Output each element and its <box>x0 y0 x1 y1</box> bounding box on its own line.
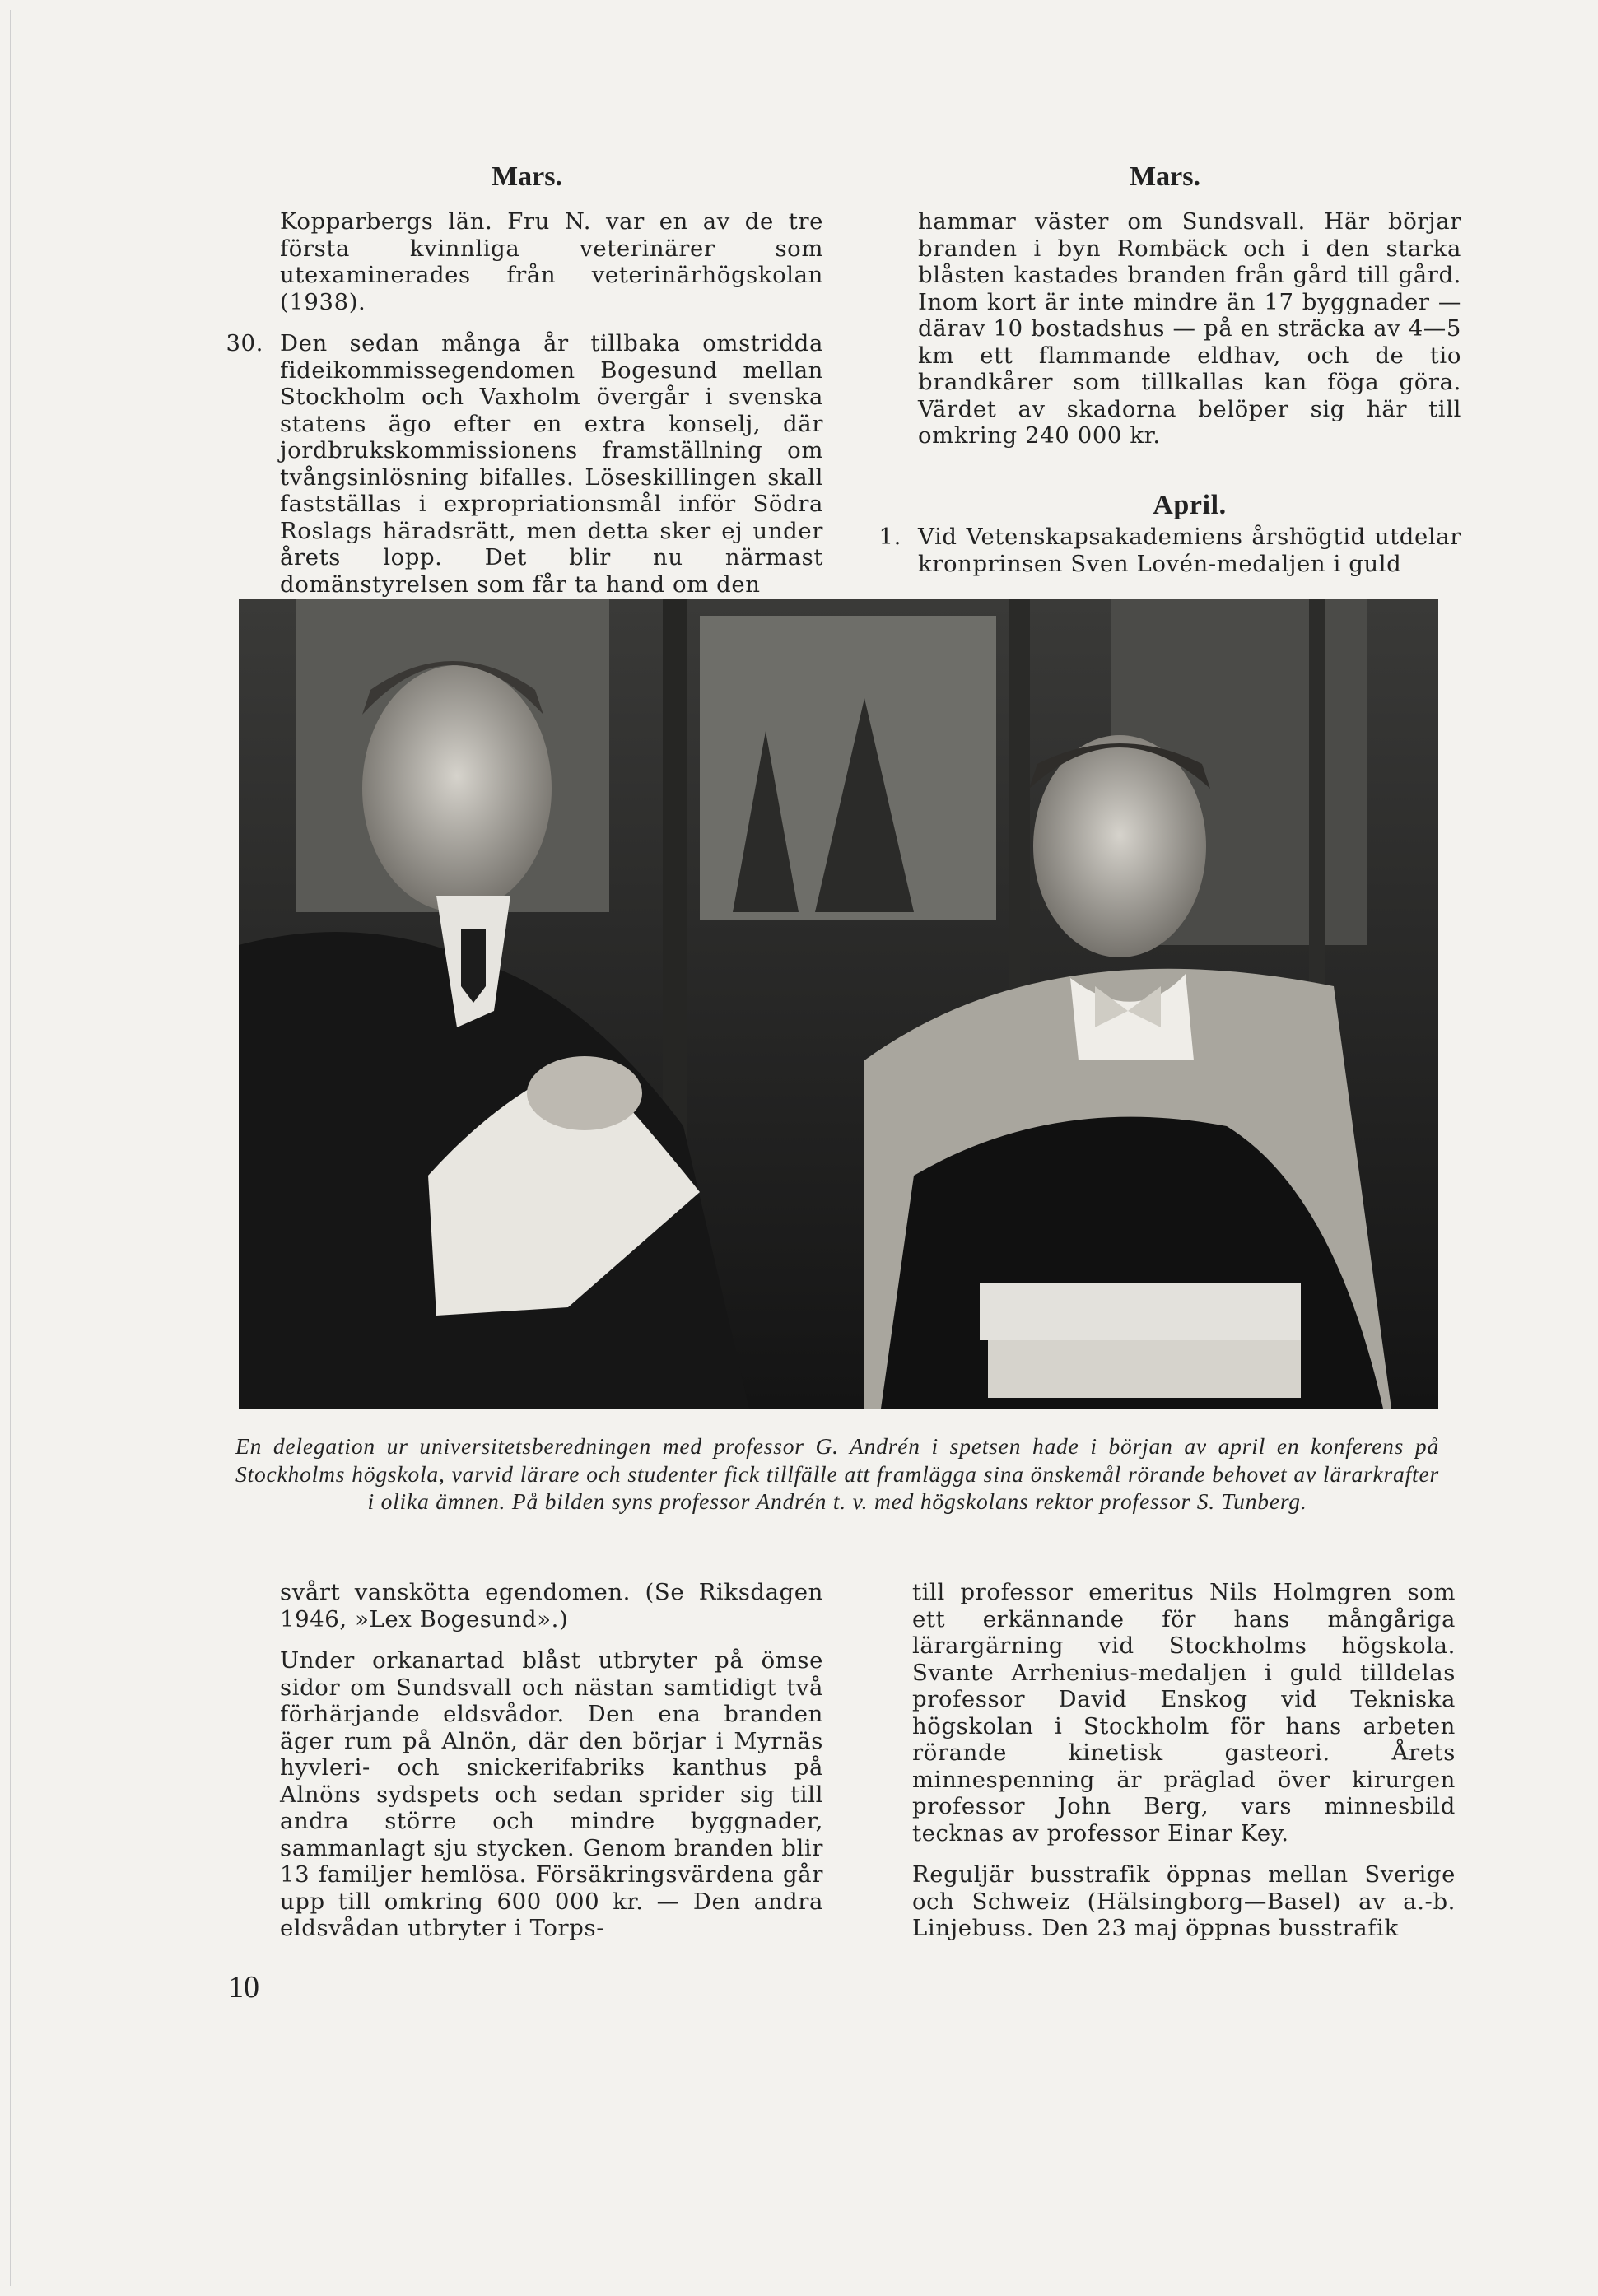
photo-illustration <box>239 599 1438 1409</box>
left-continuation-paragraph: Kopparbergs län. Fru N. var en av de tre första kvinnliga veterinärer som utexaminerades från veterinärhögskolan (1938). <box>280 208 823 315</box>
month-heading-left: Mars. <box>492 161 562 192</box>
photograph <box>239 599 1438 1409</box>
photo-caption <box>235 1432 1439 1516</box>
entry-1-text: Vid Vetenskapsakademiens årshögtid utdelar kronprinsen Sven Lovén-medaljen i guld <box>918 524 1461 577</box>
right-bottom-column <box>912 1579 1456 1942</box>
month-heading-right: Mars. <box>1130 161 1200 192</box>
right-continuation-paragraph: hammar väster om Sundsvall. Här börjar branden i byn Rombäck och i den starka blåsten kastades branden från gård till gård. Inom kort är inte mindre än 17 byggnader — därav 10 bostadshus — på en sträcka av 4—5 km ett flammande eldhav, och de tio brandkårer som tillkallas kan föga göra. Värdet av skadorna belöper sig här till omkring 240 000 kr. <box>918 208 1461 449</box>
caption-text: En delegation ur universitetsberedningen med professor G. Andrén i spetsen hade i början av april en konferens på Stockholms högskola, varvid lärare och studenter fick tillfälle att framlägga sina önskemål rörande behovet av lärarkrafter i olika ämnen. På bilden syns professor Andrén t. v. med högskolans rektor professor S. Tunberg. <box>235 1433 1439 1514</box>
left-bottom-column <box>280 1579 823 1942</box>
right-top-column <box>878 208 1461 577</box>
left-bottom-para-2: Under orkanartad blåst utbryter på ömse sidor om Sundsvall och nästan samtidigt två förhärjande eldsvådor. Den ena branden äger rum på Alnön, där den börjar i Myrnäs hyvleri- och snickerifabriks kanthus på Alnöns sydspets och sedan sprider sig till andra större och mindre byggnader, sammanlagt sju stycken. Genom branden blir 13 familjer hemlösa. Försäkringsvärdena går upp till omkring 600 000 kr. — Den andra eldsvådan utbryter i Torps- <box>280 1647 823 1941</box>
left-top-column <box>226 208 823 598</box>
entry-1 <box>878 524 1461 577</box>
entry-30 <box>226 330 823 598</box>
april-heading: April. <box>1153 489 1227 520</box>
entry-number: 30. <box>226 330 263 356</box>
entry-30-text: Den sedan många år tillbaka omstridda fideikommissegendomen Bogesund mellan Stockholm och Vaxholm övergår i svenska statens ägo efter en extra konselj, där jordbrukskommissionens framställning om tvångsinlösning bifalles. Löseskillingen skall fastställas i expropriationsmål inför Södra Roslags häradsrätt, men detta sker ej under årets lopp. Det blir nu närmast domänstyrelsen som får ta hand om den <box>280 330 823 598</box>
page-number: 10 <box>228 1970 259 2005</box>
right-bottom-para-2: Reguljär busstrafik öppnas mellan Sverige och Schweiz (Hälsingborg—Basel) av a.-b. Linjebuss. Den 23 maj öppnas busstrafik <box>912 1861 1456 1941</box>
left-bottom-para-1: svårt vansköttа egendomen. (Se Riksdagen 1946, »Lex Bogesund».) <box>280 1579 823 1632</box>
right-bottom-para-1: till professor emeritus Nils Holmgren som ett erkännande för hans mångåriga lärargärning vid Stockholms högskola. Svante Arrhenius-medaljen i guld tilldelas professor David Enskog vid Tekniska högskolan i Stockholm för hans arbeten rörande kinetisk gasteori. Årets minnespenning är präglad över kirurgen professor John Berg, vars minnesbild tecknas av professor Einar Key. <box>912 1579 1456 1847</box>
entry-number: 1. <box>878 524 901 550</box>
